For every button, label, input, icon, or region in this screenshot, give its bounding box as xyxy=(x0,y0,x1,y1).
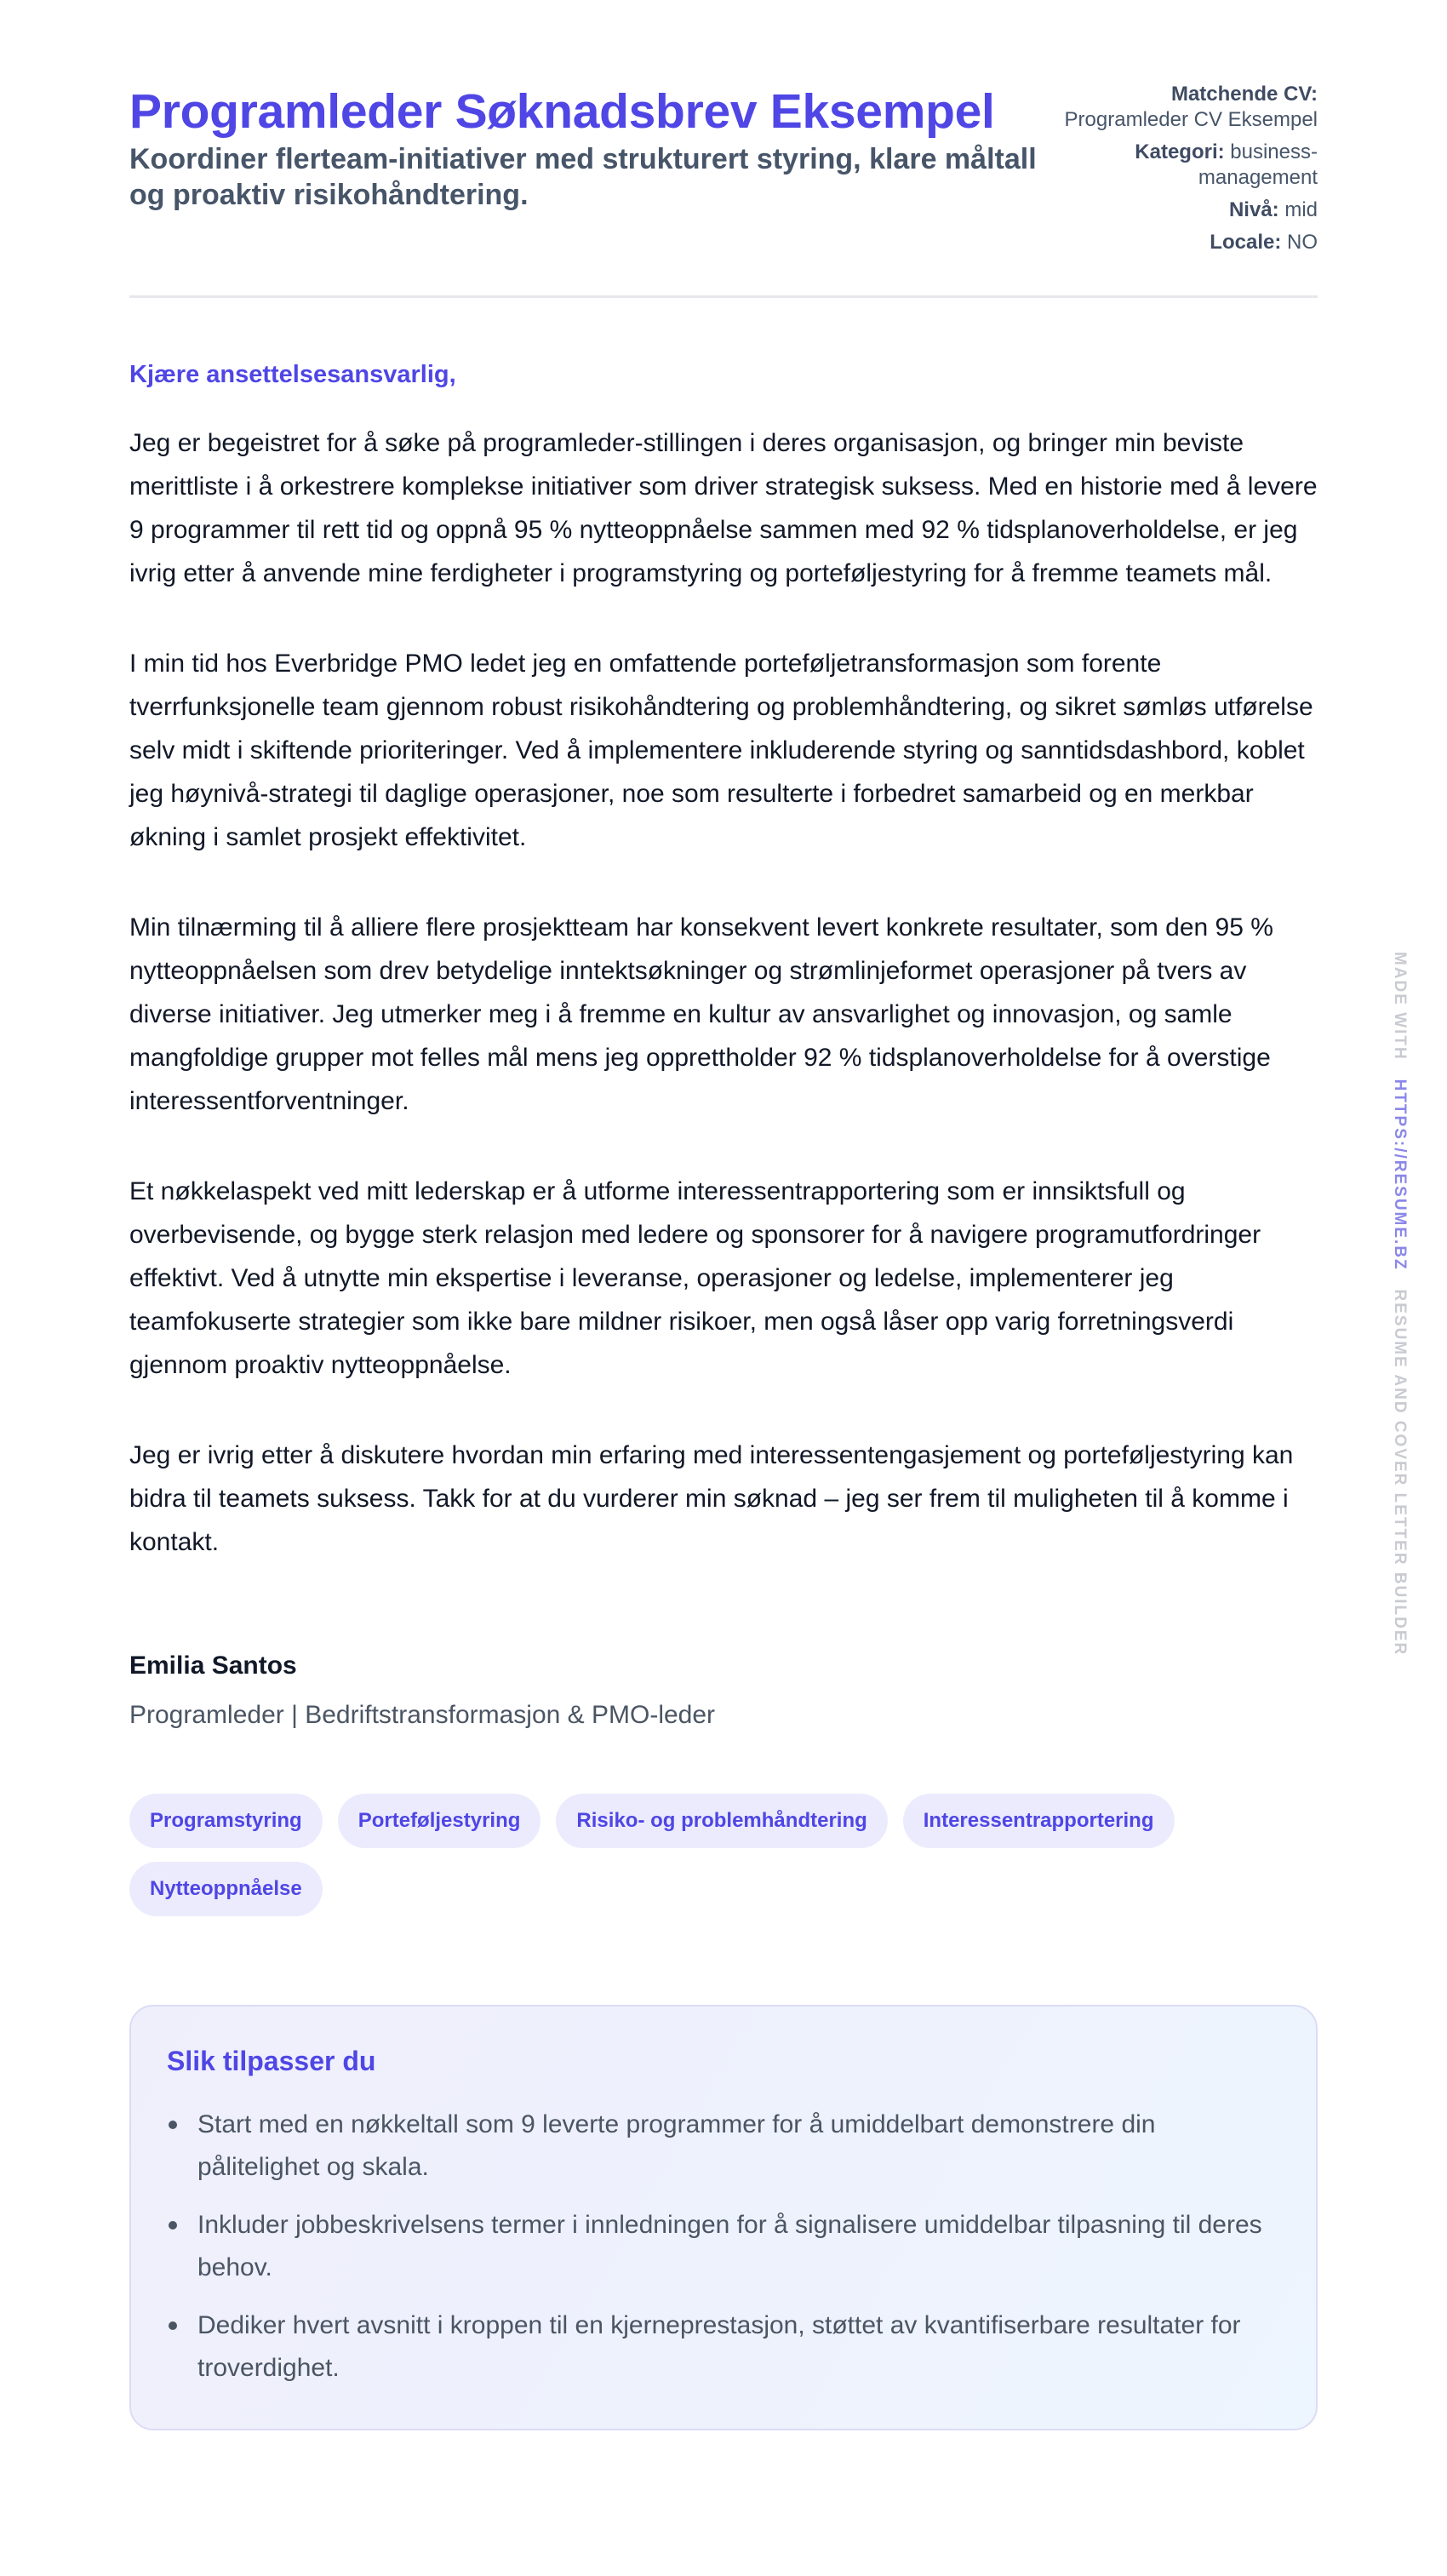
letter-paragraph: Jeg er begeistret for å søke på programleder-stillingen i deres organisasjon, og bringer min beviste merittliste i å orkestrere komplekse initiativer som driver strategisk suksess. Med en historie med å levere 9 programmer til rett tid og oppnå 95 % nytteoppnåelse sammen med 92 % tidsplanoverholdelse, er jeg ivrig etter å anvende mine ferdigheter i programstyring og porteføljestyring for å fremme teamets mål. xyxy=(129,429,1318,587)
skill-tag[interactable]: Porteføljestyring xyxy=(338,1794,541,1848)
meta-matching-cv-label: Matchende CV: xyxy=(1170,83,1318,106)
meta-category xyxy=(1028,140,1318,191)
letter-paragraph: Et nøkkelaspekt ved mitt lederskap er å utforme interessentrapportering som er innsiktsfull og overbevisende, og bygge sterk relasjon med ledere og sponsorer for å navigere programutfordringer effektivt. Ved å utnytte min ekspertise i leveranse, operasjoner og ledelse, implementerer jeg teamfokuserte strategier som ikke bare mildner risikoer, men også låser opp varig forretningsverdi gjennom proaktiv nytteoppnåelse. xyxy=(129,1177,1261,1379)
tips-item-text: Dediker hvert avsnitt i kroppen til en kjerneprestasjon, støttet av kvantifiserbare resultater for troverdighet. xyxy=(197,2311,1241,2382)
meta-category-label: Kategori: xyxy=(1135,140,1225,163)
tips-item xyxy=(167,2304,1280,2390)
meta-locale xyxy=(1028,230,1318,255)
watermark-link[interactable]: HTTPS://RESUME.BZ xyxy=(1391,1079,1409,1271)
letter-paragraph: Min tilnærming til å alliere flere prosjektteam har konsekvent levert konkrete resultater, som den 95 % nytteoppnåelsen som drev betydelige inntektsøkninger og strømlinjeformet operasjoner på tvers av diverse initiativer. Jeg utmerker meg i å fremme en kultur av ansvarlighet og innovasjon, og samle mangfoldige grupper mot felles mål mens jeg opprettholder 92 % tidsplanoverholdelse for å overstige interessentforventninger. xyxy=(129,913,1273,1115)
meta-level xyxy=(1028,197,1318,223)
signature-name: Emilia Santos xyxy=(129,1652,297,1680)
page-subtitle: Koordiner flerteam-initiativer med strukturert styring, klare måltall og proaktiv risikohåndtering. xyxy=(129,143,1037,211)
page-header xyxy=(129,0,1318,298)
cover-letter-page xyxy=(129,0,1318,2430)
bullet-icon xyxy=(169,2221,177,2230)
watermark-prefix: MADE WITH xyxy=(1391,952,1409,1061)
title-block xyxy=(129,82,1049,213)
meta-locale-label: Locale: xyxy=(1210,231,1282,254)
skill-tags xyxy=(129,1794,1236,1916)
tips-item-text: Start med en nøkkeltall som 9 leverte programmer for å umiddelbart demonstrere din pålitelighet og skala. xyxy=(197,2110,1156,2181)
letter-paragraph: Jeg er ivrig etter å diskutere hvordan min erfaring med interessentengasjement og porteføljestyring kan bidra til teamets suksess. Takk for at du vurderer min søknad – jeg ser frem til muligheten til å komme i kontakt. xyxy=(129,1441,1294,1556)
meta-level-label: Nivå: xyxy=(1228,198,1279,221)
skill-tag[interactable]: Interessentrapportering xyxy=(903,1794,1175,1848)
letter-greeting: Kjære ansettelsesansvarlig, xyxy=(129,361,456,388)
watermark-suffix: RESUME AND COVER LETTER BUILDER xyxy=(1391,1289,1409,1657)
letter-body xyxy=(129,358,1318,1732)
meta-matching-cv xyxy=(1028,82,1318,133)
bullet-icon xyxy=(169,2121,177,2129)
signature-title: Programleder | Bedriftstransformasjon & PMO-leder xyxy=(129,1701,716,1729)
meta-matching-cv-value[interactable]: Programleder CV Eksempel xyxy=(1064,108,1318,131)
tips-item xyxy=(167,2104,1280,2189)
skill-tag[interactable]: Programstyring xyxy=(129,1794,323,1848)
tips-title: Slik tilpasser du xyxy=(167,2046,376,2076)
meta-level-value: mid xyxy=(1284,198,1318,221)
meta-panel xyxy=(1028,82,1318,262)
tips-list xyxy=(167,2104,1280,2390)
skill-tag[interactable]: Nytteoppnåelse xyxy=(129,1862,323,1916)
tips-item xyxy=(167,2204,1280,2289)
meta-locale-value: NO xyxy=(1287,231,1318,254)
watermark xyxy=(1389,952,1410,1656)
page-title: Programleder Søknadsbrev Eksempel xyxy=(129,84,995,139)
letter-paragraph: I min tid hos Everbridge PMO ledet jeg en omfattende porteføljetransformasjon som forente tverrfunksjonelle team gjennom robust risikohåndtering og problemhåndtering, og sikret sømløs utførelse selv midt i skiftende prioriteringer. Ved å implementere inkluderende styring og sanntidsdashbord, koblet jeg høynivå-strategi til daglige operasjoner, noe som resulterte i forbedret samarbeid og en merkbar økning i samlet prosjekt effektivitet. xyxy=(129,650,1313,851)
bullet-icon xyxy=(169,2321,177,2330)
tips-item-text: Inkluder jobbeskrivelsens termer i innledningen for å signalisere umiddelbar tilpasning til deres behov. xyxy=(197,2211,1262,2281)
skill-tag[interactable]: Risiko- og problemhåndtering xyxy=(556,1794,887,1848)
tips-box xyxy=(129,2005,1318,2430)
meta-category-value: business-management xyxy=(1198,140,1318,189)
